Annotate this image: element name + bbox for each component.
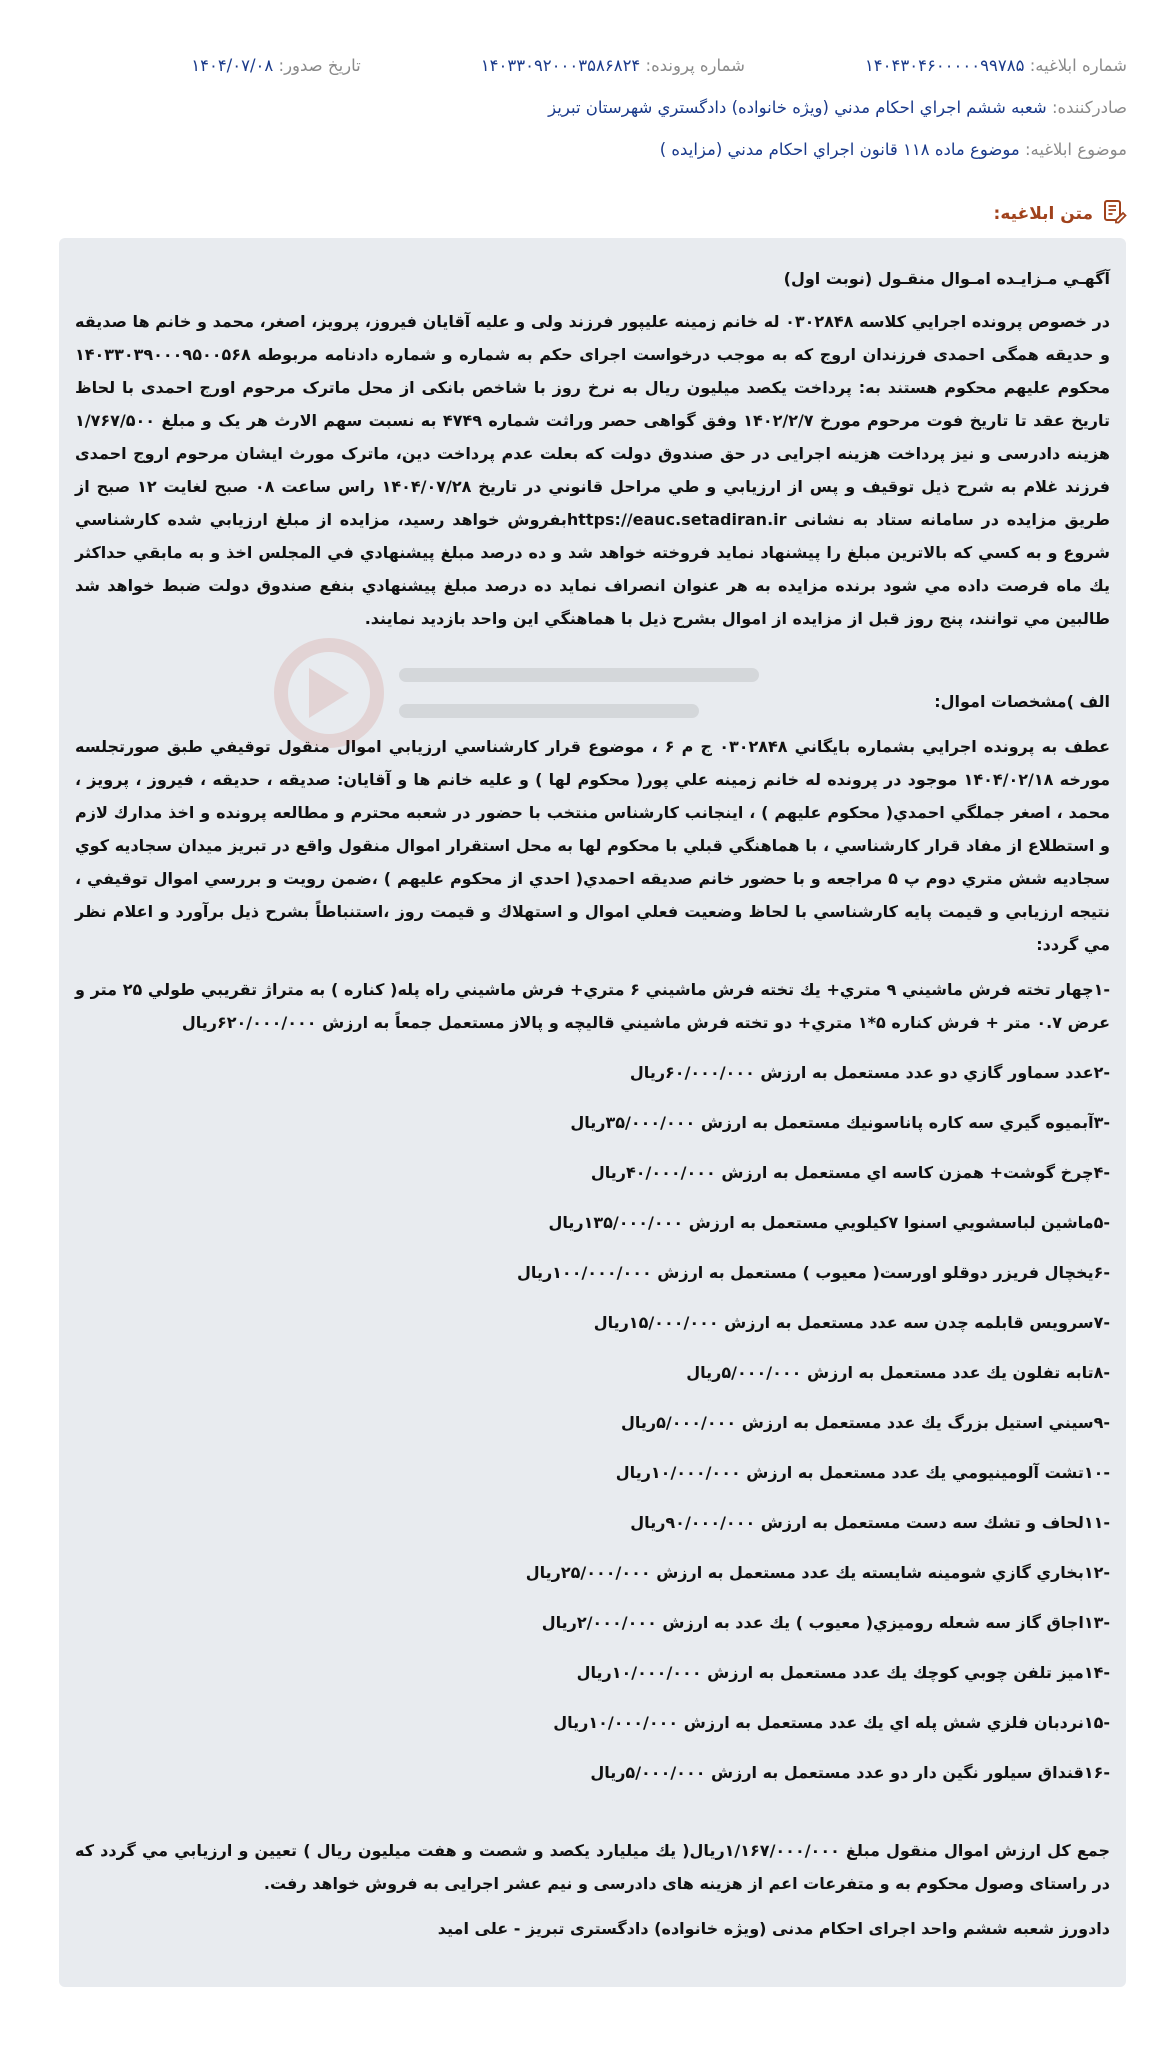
list-item: -۵ماشين لباسشويي اسنوا ۷كيلويي مستعمل به ارزش ۱۳۵/۰۰۰/۰۰۰ريال: [548, 1213, 1110, 1232]
intro-text-part1: در خصوص پرونده اجرايي كلاسه ۰۳۰۲۸۴۸ له خانم زمينه عليپور فرزند ولی و علیه آقایان فیروز، پرویز، اصغر، محمد و خانم ها صدیقه و حدیقه همگی احمدی فرزندان اروج كه به موجب درخواست اجرای حکم به شماره و شماره دادنامه مربوطه ۱۴۰۳۳۰۳۹۰۰۰۹۵۰۰۵۶۸ محكوم علیهم محکوم هستند به: پرداخت یکصد میلیون ریال به نرخ روز با شاخص بانکی از محل ماترک مرحوم اورج احمدی با لحاظ تاریخ عقد تا تاریخ فوت مرحوم مورخ ۱۴۰۲/۲/۷ وفق گواهی حصر وراثت شماره ۴۷۴۹ به نسبت سهم الارث هر یک و مبلغ ۱/۷۶۷/۵۰۰ هزینه دادرسی و نیز پرداخت هزینه اجرایی در حق صندوق دولت كه بعلت عدم پرداخت دين، ماترک مورث ایشان مرحوم اروج احمدی فرزند غلام به شرح ذيل توقيف و پس از ارزيابي و طي مراحل قانوني در تاريخ ۱۴۰۴/۰۷/۲۸ راس ساعت ۰۸ صبح لغايت ۱۲ صبح از طريق مزايده در سامانه ستاد به نشانی: [75, 312, 1110, 529]
case-number: ۱۴۰۳۳۰۹۲۰۰۰۳۵۸۶۸۲۴: [480, 56, 641, 75]
issuer-label: صادرکننده:: [1051, 98, 1127, 117]
list-item: -۱۴ميز تلفن چوبي كوچك يك عدد مستعمل به ارزش ۱۰/۰۰۰/۰۰۰ريال: [576, 1663, 1110, 1682]
section-paragraph: عطف به پرونده اجرايي بشماره بايگاني ۰۳۰۲۸۴۸ ج م ۶ ، موضوع قرار كارشناسي ارزيابي اموال منقول توقيفي طبق صورتجلسه مورخه ۱۴۰۴/۰۲/۱۸ موجود در پرونده له خانم زمينه علي پور( محكوم لها ) و علیه خانم ها و آقایان: صدیقه ، حدیقه ، فیروز ، پرویز ، محمد ، اصغر جملگي احمدي( محكوم عليهم ) ، اينجانب كارشناس منتخب با حضور در شعبه محترم و مطالعه پرونده و اخذ مدارك لازم و استطلاع از مفاد قرار كارشناسي ، با هماهنگي قبلي با محكوم لها به محل استقرار اموال منقول واقع در تبريز ميدان سجاديه كوي سجاديه شش متري دوم پ ۵ مراجعه و با حضور خانم صديقه احمدي( احدي از محكوم عليهم ) ،ضمن رويت و بررسي اموال توقيفي ، نتيجه ارزيابي و قيمت پايه كارشناسي با لحاظ وضعيت فعلي اموال و استهلاك و قيمت روز ،استنباطاً بشرح ذيل برآورد و اعلام نظر مي گردد:: [75, 737, 1111, 954]
list-item: -۱چهار تخته فرش ماشيني ۹ متري+ يك تخته فرش ماشيني ۶ متري+ فرش ماشيني راه پله( كناره ) به متراژ تقريبي طولي ۲۵ متر و عرض ۰.۷ متر + فرش كناره ۵*۱ متري+ دو تخته فرش ماشيني قاليچه و پالاز مستعمل جمعاً به ارزش ۶۲۰/۰۰۰/۰۰۰ريال: [75, 980, 1111, 1032]
list-item: -۱۰تشت آلومينيومي يك عدد مستعمل به ارزش ۱۰/۰۰۰/۰۰۰ريال: [615, 1463, 1110, 1482]
case-number-field: [481, 56, 745, 75]
list-item: -۲عدد سماور گازي دو عدد مستعمل به ارزش ۶۰/۰۰۰/۰۰۰ريال: [629, 1063, 1110, 1082]
auction-title: آگهـي مـزايـده امـوال منقـول (نوبت اول): [783, 269, 1110, 288]
list-item: -۸تابه تفلون يك عدد مستعمل به ارزش ۵/۰۰۰/۰۰۰ريال: [686, 1363, 1110, 1382]
subject-label: موضوع ابلاغیه:: [1024, 140, 1127, 159]
auction-url-link[interactable]: https://eauc.setadiran.ir: [566, 510, 787, 529]
issue-date-field: [191, 56, 361, 75]
list-item: -۳آبميوه گيري سه كاره پاناسونيك مستعمل به ارزش ۳۵/۰۰۰/۰۰۰ريال: [570, 1113, 1110, 1132]
intro-text-part2: بفروش خواهد رسيد، مزايده از مبلغ ارزيابي شده كارشناسي شروع و به كسي كه بالاترين مبلغ را پيشنهاد نمايد فروخته خواهد شد و ده درصد مبلغ پيشنهادي في المجلس اخذ و به مابقي حداكثر يك ماه فرصت داده مي شود برنده مزايده به هر عنوان انصراف نمايد ده درصد مبلغ پيشنهادي بنفع صندوق دولت ضبط خواهد شد طالبين مي توانند، پنج روز قبل از مزايده از اموال بشرح ذيل با هماهنگي اين واحد بازديد نمايند.: [75, 510, 1110, 628]
list-item: -۱۲بخاري گازي شومينه شايسته يك عدد مستعمل به ارزش ۲۵/۰۰۰/۰۰۰ريال: [525, 1563, 1110, 1582]
subject: موضوع ماده ۱۱۸ قانون اجراي احكام مدني (مزايده ): [659, 140, 1020, 159]
list-item: -۱۳اجاق گاز سه شعله روميزي( معيوب ) يك عدد به ارزش ۲/۰۰۰/۰۰۰ريال: [541, 1613, 1110, 1632]
notice-text-heading: [994, 198, 1127, 229]
list-item: -۱۱لحاف و تشك سه دست مستعمل به ارزش ۹۰/۰۰۰/۰۰۰ريال: [630, 1513, 1110, 1532]
case-number-label: شماره پرونده:: [645, 56, 745, 75]
notice-number: ۱۴۰۴۳۰۴۶۰۰۰۰۰۹۹۷۸۵: [864, 56, 1025, 75]
spacer: [75, 1806, 1110, 1834]
notice-number-label: شماره ابلاغیه:: [1029, 56, 1127, 75]
notice-content: [59, 238, 1126, 1987]
issue-date-label: تاریخ صدور:: [278, 56, 361, 75]
intro-paragraph: [75, 305, 1110, 635]
section-heading: الف )مشخصات اموال:: [934, 692, 1110, 711]
issuer: شعبه ششم اجراي احكام مدني (ويژه خانواده) دادگستري شهرستان تبريز: [548, 98, 1047, 117]
list-item: -۶يخچال فريزر دوقلو اورست( معيوب ) مستعمل به ارزش ۱۰۰/۰۰۰/۰۰۰ريال: [517, 1263, 1110, 1282]
header-row-numbers: [191, 56, 1127, 75]
list-item: -۴چرخ گوشت+ همزن كاسه اي مستعمل به ارزش ۴۰/۰۰۰/۰۰۰ريال: [590, 1163, 1110, 1182]
subject-row: [660, 140, 1127, 159]
signature-line: دادورز شعبه ششم واحد اجرای احکام مدنی (ویژه خانواده) دادگستری تبریز - علی امید: [437, 1919, 1110, 1938]
issue-date: ۱۴۰۴/۰۷/۰۸: [191, 56, 274, 75]
document-edit-icon: [1101, 198, 1127, 229]
list-item: -۷سرويس قابلمه چدن سه عدد مستعمل به ارزش ۱۵/۰۰۰/۰۰۰ريال: [593, 1313, 1110, 1332]
total-paragraph: جمع كل ارزش اموال منقول مبلغ ۱/۱۶۷/۰۰۰/۰۰۰ريال( يك ميليارد يكصد و شصت و هفت ميليون ريال ) تعيين و ارزيابي مي گردد كه در راستای وصول محکوم به و متفرعات اعم از هزینه های دادرسی و نیم عشر اجرایی به فروش خواهد رفت.: [75, 1841, 1110, 1893]
list-item: -۹سيني استيل بزرگ يك عدد مستعمل به ارزش ۵/۰۰۰/۰۰۰ريال: [621, 1413, 1110, 1432]
notice-number-field: [865, 56, 1127, 75]
spacer: [75, 635, 1110, 685]
notice-text-label: متن ابلاغیه:: [993, 203, 1093, 224]
list-item: -۱۵نردبان فلزي شش پله اي يك عدد مستعمل به ارزش ۱۰/۰۰۰/۰۰۰ريال: [553, 1713, 1110, 1732]
list-item: -۱۶قنداق سيلور نگين دار دو عدد مستعمل به ارزش ۵/۰۰۰/۰۰۰ريال: [590, 1763, 1110, 1782]
issuer-row: [548, 98, 1127, 117]
